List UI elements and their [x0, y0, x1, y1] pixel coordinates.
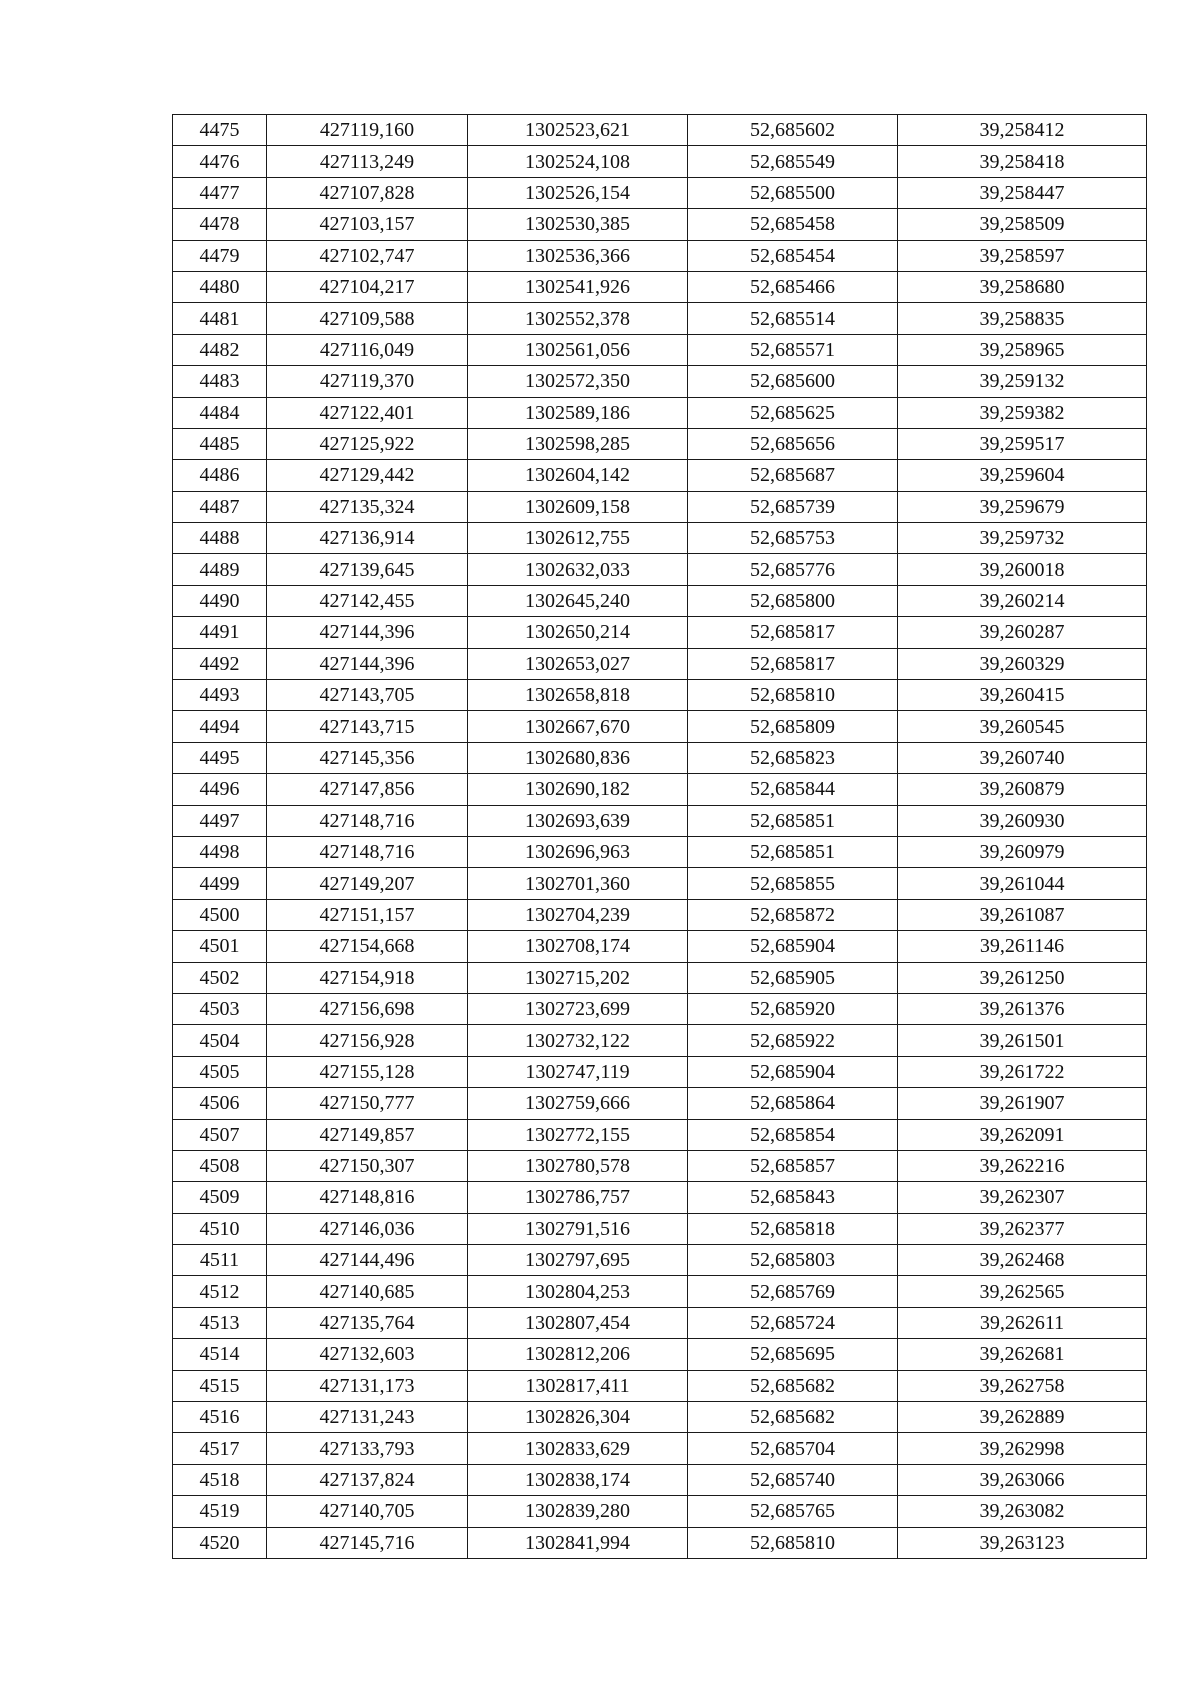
- table-row: [173, 1464, 1147, 1495]
- table-row: [173, 711, 1147, 742]
- latitude-cell: 52,685851: [688, 836, 898, 867]
- y-coordinate-cell: 1302523,621: [468, 115, 688, 146]
- table-row: [173, 240, 1147, 271]
- y-coordinate-cell: 1302690,182: [468, 774, 688, 805]
- table-row: [173, 805, 1147, 836]
- latitude-cell: 52,685625: [688, 397, 898, 428]
- y-coordinate-cell: 1302524,108: [468, 146, 688, 177]
- point-number-cell: 4496: [173, 774, 267, 805]
- x-coordinate-cell: 427107,828: [267, 177, 468, 208]
- longitude-cell: 39,259679: [898, 491, 1147, 522]
- table-row: [173, 523, 1147, 554]
- y-coordinate-cell: 1302650,214: [468, 617, 688, 648]
- table-row: [173, 428, 1147, 459]
- latitude-cell: 52,685500: [688, 177, 898, 208]
- latitude-cell: 52,685704: [688, 1433, 898, 1464]
- latitude-cell: 52,685800: [688, 585, 898, 616]
- point-number-cell: 4498: [173, 836, 267, 867]
- latitude-cell: 52,685817: [688, 617, 898, 648]
- latitude-cell: 52,685920: [688, 993, 898, 1024]
- latitude-cell: 52,685905: [688, 962, 898, 993]
- x-coordinate-cell: 427156,928: [267, 1025, 468, 1056]
- x-coordinate-cell: 427143,715: [267, 711, 468, 742]
- x-coordinate-cell: 427116,049: [267, 334, 468, 365]
- y-coordinate-cell: 1302841,994: [468, 1527, 688, 1558]
- point-number-cell: 4488: [173, 523, 267, 554]
- y-coordinate-cell: 1302589,186: [468, 397, 688, 428]
- point-number-cell: 4483: [173, 366, 267, 397]
- x-coordinate-cell: 427155,128: [267, 1056, 468, 1087]
- y-coordinate-cell: 1302604,142: [468, 460, 688, 491]
- y-coordinate-cell: 1302598,285: [468, 428, 688, 459]
- longitude-cell: 39,260287: [898, 617, 1147, 648]
- point-number-cell: 4505: [173, 1056, 267, 1087]
- table-row: [173, 1245, 1147, 1276]
- x-coordinate-cell: 427148,716: [267, 836, 468, 867]
- longitude-cell: 39,262091: [898, 1119, 1147, 1150]
- point-number-cell: 4520: [173, 1527, 267, 1558]
- table-row: [173, 1182, 1147, 1213]
- point-number-cell: 4514: [173, 1339, 267, 1370]
- point-number-cell: 4475: [173, 115, 267, 146]
- y-coordinate-cell: 1302704,239: [468, 899, 688, 930]
- x-coordinate-cell: 427122,401: [267, 397, 468, 428]
- point-number-cell: 4495: [173, 742, 267, 773]
- x-coordinate-cell: 427137,824: [267, 1464, 468, 1495]
- y-coordinate-cell: 1302838,174: [468, 1464, 688, 1495]
- table-row: [173, 1213, 1147, 1244]
- table-row: [173, 177, 1147, 208]
- point-number-cell: 4484: [173, 397, 267, 428]
- latitude-cell: 52,685922: [688, 1025, 898, 1056]
- point-number-cell: 4511: [173, 1245, 267, 1276]
- latitude-cell: 52,685855: [688, 868, 898, 899]
- x-coordinate-cell: 427131,173: [267, 1370, 468, 1401]
- point-number-cell: 4517: [173, 1433, 267, 1464]
- x-coordinate-cell: 427149,207: [267, 868, 468, 899]
- latitude-cell: 52,685739: [688, 491, 898, 522]
- point-number-cell: 4516: [173, 1402, 267, 1433]
- point-number-cell: 4501: [173, 931, 267, 962]
- x-coordinate-cell: 427149,857: [267, 1119, 468, 1150]
- latitude-cell: 52,685682: [688, 1402, 898, 1433]
- table-row: [173, 1025, 1147, 1056]
- y-coordinate-cell: 1302786,757: [468, 1182, 688, 1213]
- point-number-cell: 4487: [173, 491, 267, 522]
- longitude-cell: 39,260214: [898, 585, 1147, 616]
- x-coordinate-cell: 427113,249: [267, 146, 468, 177]
- longitude-cell: 39,259604: [898, 460, 1147, 491]
- table-row: [173, 1527, 1147, 1558]
- latitude-cell: 52,685602: [688, 115, 898, 146]
- y-coordinate-cell: 1302658,818: [468, 680, 688, 711]
- y-coordinate-cell: 1302708,174: [468, 931, 688, 962]
- point-number-cell: 4479: [173, 240, 267, 271]
- y-coordinate-cell: 1302780,578: [468, 1150, 688, 1181]
- x-coordinate-cell: 427133,793: [267, 1433, 468, 1464]
- coordinates-table-body: [173, 115, 1147, 1559]
- longitude-cell: 39,262307: [898, 1182, 1147, 1213]
- y-coordinate-cell: 1302609,158: [468, 491, 688, 522]
- x-coordinate-cell: 427119,370: [267, 366, 468, 397]
- point-number-cell: 4503: [173, 993, 267, 1024]
- table-row: [173, 962, 1147, 993]
- x-coordinate-cell: 427146,036: [267, 1213, 468, 1244]
- table-row: [173, 1402, 1147, 1433]
- x-coordinate-cell: 427102,747: [267, 240, 468, 271]
- longitude-cell: 39,261250: [898, 962, 1147, 993]
- latitude-cell: 52,685803: [688, 1245, 898, 1276]
- point-number-cell: 4481: [173, 303, 267, 334]
- latitude-cell: 52,685857: [688, 1150, 898, 1181]
- table-row: [173, 1339, 1147, 1370]
- x-coordinate-cell: 427104,217: [267, 271, 468, 302]
- y-coordinate-cell: 1302530,385: [468, 209, 688, 240]
- y-coordinate-cell: 1302817,411: [468, 1370, 688, 1401]
- x-coordinate-cell: 427119,160: [267, 115, 468, 146]
- latitude-cell: 52,685682: [688, 1370, 898, 1401]
- latitude-cell: 52,685765: [688, 1496, 898, 1527]
- y-coordinate-cell: 1302612,755: [468, 523, 688, 554]
- longitude-cell: 39,262998: [898, 1433, 1147, 1464]
- latitude-cell: 52,685854: [688, 1119, 898, 1150]
- point-number-cell: 4491: [173, 617, 267, 648]
- point-number-cell: 4518: [173, 1464, 267, 1495]
- point-number-cell: 4507: [173, 1119, 267, 1150]
- x-coordinate-cell: 427143,705: [267, 680, 468, 711]
- y-coordinate-cell: 1302667,670: [468, 711, 688, 742]
- point-number-cell: 4502: [173, 962, 267, 993]
- x-coordinate-cell: 427129,442: [267, 460, 468, 491]
- longitude-cell: 39,259517: [898, 428, 1147, 459]
- y-coordinate-cell: 1302826,304: [468, 1402, 688, 1433]
- point-number-cell: 4489: [173, 554, 267, 585]
- longitude-cell: 39,261146: [898, 931, 1147, 962]
- x-coordinate-cell: 427142,455: [267, 585, 468, 616]
- point-number-cell: 4506: [173, 1088, 267, 1119]
- longitude-cell: 39,261376: [898, 993, 1147, 1024]
- point-number-cell: 4482: [173, 334, 267, 365]
- y-coordinate-cell: 1302701,360: [468, 868, 688, 899]
- x-coordinate-cell: 427154,668: [267, 931, 468, 962]
- latitude-cell: 52,685549: [688, 146, 898, 177]
- longitude-cell: 39,260329: [898, 648, 1147, 679]
- latitude-cell: 52,685656: [688, 428, 898, 459]
- x-coordinate-cell: 427103,157: [267, 209, 468, 240]
- longitude-cell: 39,260930: [898, 805, 1147, 836]
- table-row: [173, 1276, 1147, 1307]
- y-coordinate-cell: 1302693,639: [468, 805, 688, 836]
- y-coordinate-cell: 1302807,454: [468, 1307, 688, 1338]
- y-coordinate-cell: 1302536,366: [468, 240, 688, 271]
- x-coordinate-cell: 427148,716: [267, 805, 468, 836]
- table-row: [173, 554, 1147, 585]
- latitude-cell: 52,685823: [688, 742, 898, 773]
- table-row: [173, 366, 1147, 397]
- x-coordinate-cell: 427145,716: [267, 1527, 468, 1558]
- point-number-cell: 4490: [173, 585, 267, 616]
- longitude-cell: 39,263123: [898, 1527, 1147, 1558]
- longitude-cell: 39,258965: [898, 334, 1147, 365]
- y-coordinate-cell: 1302561,056: [468, 334, 688, 365]
- latitude-cell: 52,685817: [688, 648, 898, 679]
- x-coordinate-cell: 427125,922: [267, 428, 468, 459]
- point-number-cell: 4508: [173, 1150, 267, 1181]
- latitude-cell: 52,685810: [688, 1527, 898, 1558]
- table-row: [173, 491, 1147, 522]
- latitude-cell: 52,685851: [688, 805, 898, 836]
- longitude-cell: 39,262758: [898, 1370, 1147, 1401]
- longitude-cell: 39,262216: [898, 1150, 1147, 1181]
- latitude-cell: 52,685904: [688, 1056, 898, 1087]
- x-coordinate-cell: 427135,764: [267, 1307, 468, 1338]
- longitude-cell: 39,262565: [898, 1276, 1147, 1307]
- latitude-cell: 52,685776: [688, 554, 898, 585]
- longitude-cell: 39,258412: [898, 115, 1147, 146]
- longitude-cell: 39,261501: [898, 1025, 1147, 1056]
- point-number-cell: 4494: [173, 711, 267, 742]
- latitude-cell: 52,685600: [688, 366, 898, 397]
- longitude-cell: 39,260018: [898, 554, 1147, 585]
- point-number-cell: 4478: [173, 209, 267, 240]
- table-row: [173, 868, 1147, 899]
- x-coordinate-cell: 427154,918: [267, 962, 468, 993]
- point-number-cell: 4476: [173, 146, 267, 177]
- latitude-cell: 52,685454: [688, 240, 898, 271]
- table-row: [173, 617, 1147, 648]
- table-row: [173, 680, 1147, 711]
- y-coordinate-cell: 1302791,516: [468, 1213, 688, 1244]
- longitude-cell: 39,262611: [898, 1307, 1147, 1338]
- point-number-cell: 4499: [173, 868, 267, 899]
- longitude-cell: 39,259382: [898, 397, 1147, 428]
- latitude-cell: 52,685864: [688, 1088, 898, 1119]
- longitude-cell: 39,262377: [898, 1213, 1147, 1244]
- y-coordinate-cell: 1302804,253: [468, 1276, 688, 1307]
- longitude-cell: 39,260740: [898, 742, 1147, 773]
- latitude-cell: 52,685724: [688, 1307, 898, 1338]
- point-number-cell: 4504: [173, 1025, 267, 1056]
- longitude-cell: 39,261087: [898, 899, 1147, 930]
- longitude-cell: 39,258418: [898, 146, 1147, 177]
- point-number-cell: 4500: [173, 899, 267, 930]
- longitude-cell: 39,258680: [898, 271, 1147, 302]
- longitude-cell: 39,258447: [898, 177, 1147, 208]
- point-number-cell: 4515: [173, 1370, 267, 1401]
- longitude-cell: 39,263082: [898, 1496, 1147, 1527]
- y-coordinate-cell: 1302715,202: [468, 962, 688, 993]
- latitude-cell: 52,685753: [688, 523, 898, 554]
- latitude-cell: 52,685810: [688, 680, 898, 711]
- table-row: [173, 1150, 1147, 1181]
- y-coordinate-cell: 1302526,154: [468, 177, 688, 208]
- x-coordinate-cell: 427156,698: [267, 993, 468, 1024]
- point-number-cell: 4486: [173, 460, 267, 491]
- point-number-cell: 4477: [173, 177, 267, 208]
- longitude-cell: 39,258509: [898, 209, 1147, 240]
- x-coordinate-cell: 427147,856: [267, 774, 468, 805]
- latitude-cell: 52,685809: [688, 711, 898, 742]
- y-coordinate-cell: 1302645,240: [468, 585, 688, 616]
- table-row: [173, 648, 1147, 679]
- x-coordinate-cell: 427135,324: [267, 491, 468, 522]
- point-number-cell: 4519: [173, 1496, 267, 1527]
- x-coordinate-cell: 427136,914: [267, 523, 468, 554]
- latitude-cell: 52,685872: [688, 899, 898, 930]
- latitude-cell: 52,685769: [688, 1276, 898, 1307]
- longitude-cell: 39,259132: [898, 366, 1147, 397]
- table-row: [173, 1056, 1147, 1087]
- point-number-cell: 4512: [173, 1276, 267, 1307]
- table-row: [173, 271, 1147, 302]
- y-coordinate-cell: 1302833,629: [468, 1433, 688, 1464]
- table-row: [173, 899, 1147, 930]
- x-coordinate-cell: 427150,307: [267, 1150, 468, 1181]
- x-coordinate-cell: 427132,603: [267, 1339, 468, 1370]
- table-row: [173, 1433, 1147, 1464]
- longitude-cell: 39,262468: [898, 1245, 1147, 1276]
- longitude-cell: 39,260979: [898, 836, 1147, 867]
- longitude-cell: 39,263066: [898, 1464, 1147, 1495]
- y-coordinate-cell: 1302632,033: [468, 554, 688, 585]
- table-row: [173, 1119, 1147, 1150]
- table-row: [173, 1307, 1147, 1338]
- longitude-cell: 39,261907: [898, 1088, 1147, 1119]
- longitude-cell: 39,258597: [898, 240, 1147, 271]
- x-coordinate-cell: 427144,396: [267, 617, 468, 648]
- longitude-cell: 39,260879: [898, 774, 1147, 805]
- y-coordinate-cell: 1302839,280: [468, 1496, 688, 1527]
- y-coordinate-cell: 1302772,155: [468, 1119, 688, 1150]
- longitude-cell: 39,260415: [898, 680, 1147, 711]
- table-row: [173, 115, 1147, 146]
- y-coordinate-cell: 1302723,699: [468, 993, 688, 1024]
- table-row: [173, 146, 1147, 177]
- y-coordinate-cell: 1302572,350: [468, 366, 688, 397]
- table-row: [173, 931, 1147, 962]
- point-number-cell: 4510: [173, 1213, 267, 1244]
- latitude-cell: 52,685571: [688, 334, 898, 365]
- point-number-cell: 4492: [173, 648, 267, 679]
- y-coordinate-cell: 1302732,122: [468, 1025, 688, 1056]
- latitude-cell: 52,685844: [688, 774, 898, 805]
- x-coordinate-cell: 427109,588: [267, 303, 468, 334]
- longitude-cell: 39,260545: [898, 711, 1147, 742]
- y-coordinate-cell: 1302812,206: [468, 1339, 688, 1370]
- x-coordinate-cell: 427144,496: [267, 1245, 468, 1276]
- table-row: [173, 460, 1147, 491]
- point-number-cell: 4513: [173, 1307, 267, 1338]
- y-coordinate-cell: 1302680,836: [468, 742, 688, 773]
- longitude-cell: 39,261044: [898, 868, 1147, 899]
- x-coordinate-cell: 427151,157: [267, 899, 468, 930]
- table-row: [173, 1088, 1147, 1119]
- y-coordinate-cell: 1302759,666: [468, 1088, 688, 1119]
- longitude-cell: 39,261722: [898, 1056, 1147, 1087]
- latitude-cell: 52,685843: [688, 1182, 898, 1213]
- x-coordinate-cell: 427150,777: [267, 1088, 468, 1119]
- table-row: [173, 1496, 1147, 1527]
- latitude-cell: 52,685740: [688, 1464, 898, 1495]
- point-number-cell: 4485: [173, 428, 267, 459]
- longitude-cell: 39,259732: [898, 523, 1147, 554]
- point-number-cell: 4497: [173, 805, 267, 836]
- table-row: [173, 397, 1147, 428]
- x-coordinate-cell: 427140,685: [267, 1276, 468, 1307]
- longitude-cell: 39,258835: [898, 303, 1147, 334]
- point-number-cell: 4509: [173, 1182, 267, 1213]
- longitude-cell: 39,262681: [898, 1339, 1147, 1370]
- y-coordinate-cell: 1302747,119: [468, 1056, 688, 1087]
- longitude-cell: 39,262889: [898, 1402, 1147, 1433]
- latitude-cell: 52,685514: [688, 303, 898, 334]
- table-row: [173, 774, 1147, 805]
- table-row: [173, 334, 1147, 365]
- latitude-cell: 52,685904: [688, 931, 898, 962]
- latitude-cell: 52,685466: [688, 271, 898, 302]
- table-row: [173, 993, 1147, 1024]
- table-row: [173, 742, 1147, 773]
- y-coordinate-cell: 1302552,378: [468, 303, 688, 334]
- latitude-cell: 52,685458: [688, 209, 898, 240]
- x-coordinate-cell: 427148,816: [267, 1182, 468, 1213]
- y-coordinate-cell: 1302797,695: [468, 1245, 688, 1276]
- latitude-cell: 52,685695: [688, 1339, 898, 1370]
- table-row: [173, 585, 1147, 616]
- x-coordinate-cell: 427131,243: [267, 1402, 468, 1433]
- latitude-cell: 52,685687: [688, 460, 898, 491]
- x-coordinate-cell: 427140,705: [267, 1496, 468, 1527]
- table-row: [173, 209, 1147, 240]
- y-coordinate-cell: 1302696,963: [468, 836, 688, 867]
- table-row: [173, 303, 1147, 334]
- coordinates-table: [172, 114, 1147, 1559]
- y-coordinate-cell: 1302541,926: [468, 271, 688, 302]
- x-coordinate-cell: 427144,396: [267, 648, 468, 679]
- x-coordinate-cell: 427139,645: [267, 554, 468, 585]
- x-coordinate-cell: 427145,356: [267, 742, 468, 773]
- y-coordinate-cell: 1302653,027: [468, 648, 688, 679]
- table-row: [173, 836, 1147, 867]
- point-number-cell: 4493: [173, 680, 267, 711]
- table-row: [173, 1370, 1147, 1401]
- point-number-cell: 4480: [173, 271, 267, 302]
- latitude-cell: 52,685818: [688, 1213, 898, 1244]
